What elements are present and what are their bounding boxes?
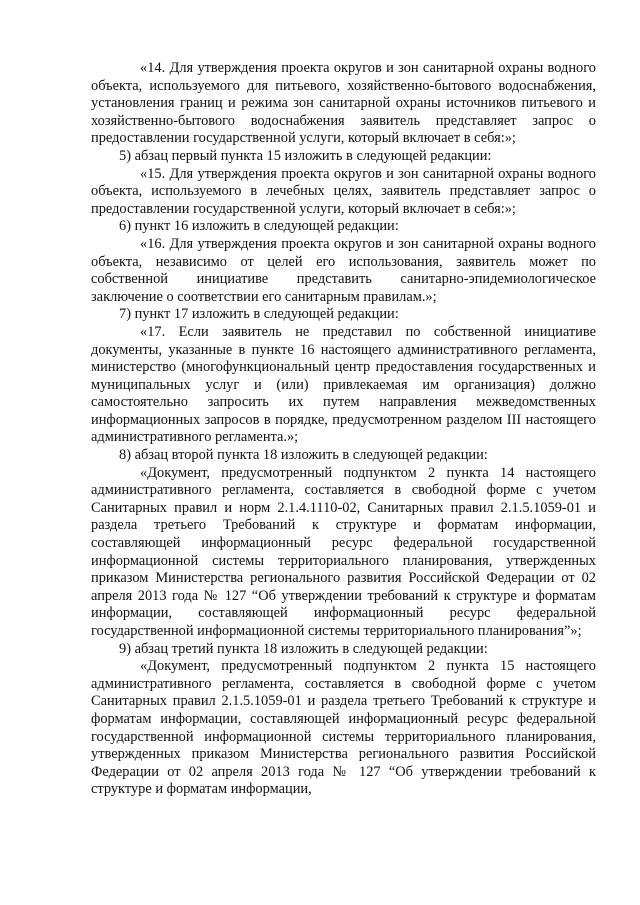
paragraph-amendment-9: 9) абзац третий пункта 18 изложить в следующей редакции: bbox=[119, 640, 488, 657]
paragraph-amendment-8: 8) абзац второй пункта 18 изложить в следующей редакции: bbox=[119, 447, 488, 464]
paragraph-amendment-6: 6) пункт 16 изложить в следующей редакции: bbox=[119, 218, 399, 235]
paragraph-amendment-7: 7) пункт 17 изложить в следующей редакции: bbox=[119, 306, 399, 323]
paragraph-amendment-5: 5) абзац первый пункта 15 изложить в следующей редакции: bbox=[119, 147, 492, 164]
paragraph-item-18-third-text: «Документ, предусмотренный подпунктом 2 пункта 15 настоящего административного регламента, составляется в свободной форме с учетом Санитарных правил 2.1.5.1059-01 и раздела третьего Требований к структуре и форматам информации, составляющей информационный ресурс федеральной государственной информационной системы территориального планирования, утвержденных приказом Министерства регионального развития Российской Федерации от 02 апреля 2013 года № 127 “Об утверждении требований к структуре и форматам информации, bbox=[91, 658, 596, 798]
paragraph-item-18-second-text: «Документ, предусмотренный подпунктом 2 пункта 14 настоящего административного регламента, составляется в свободной форме с учетом Санитарных правил и норм 2.1.4.1110-02, Санитарных правил 2.1.5.1059-01 и раздела третьего Требований к структуре и форматам информации, составляющей информационный ресурс федеральной государственной информационной системы территориального планирования, утвержденных приказом Министерства регионального развития Российской Федерации от 02 апреля 2013 года № 127 “Об утверждении требований к структуре и форматам информации, составляющей информационный ресурс федеральной государственной информационной системы территориального планирования”»; bbox=[91, 464, 596, 639]
paragraph-item-15-text: «15. Для утверждения проекта округов и зон санитарной охраны водного объекта, используемого в лечебных целях, заявитель представляет запрос о предоставлении государственной услуги, который включает в себя:»; bbox=[91, 165, 596, 217]
paragraph-item-14-text: «14. Для утверждения проекта округов и зон санитарной охраны водного объекта, используемого для питьевого, хозяйственно-бытового водоснабжения, установления границ и режима зон санитарной охраны источников питьевого и хозяйственно-бытового водоснабжения заявитель представляет запрос о предоставлении государственной услуги, который включает в себя:»; bbox=[91, 60, 596, 147]
paragraph-item-17-text: «17. Если заявитель не представил по собственной инициативе документы, указанные в пункте 16 настоящего административного регламента, министерство (многофункциональный центр предоставления государственных и муниципальных услуг и (или) привлекаемая им организация) должно самостоятельно запросить их путем направления межведомственных информационных запросов в порядке, предусмотренном разделом III настоящего административного регламента.»; bbox=[91, 323, 596, 446]
paragraph-item-16-text: «16. Для утверждения проекта округов и зон санитарной охраны водного объекта, независимо от целей его использования, заявитель может по собственной инициативе представить санитарно-эпидемиологическое заключение о соответствии его санитарным правилам.»; bbox=[91, 235, 596, 305]
